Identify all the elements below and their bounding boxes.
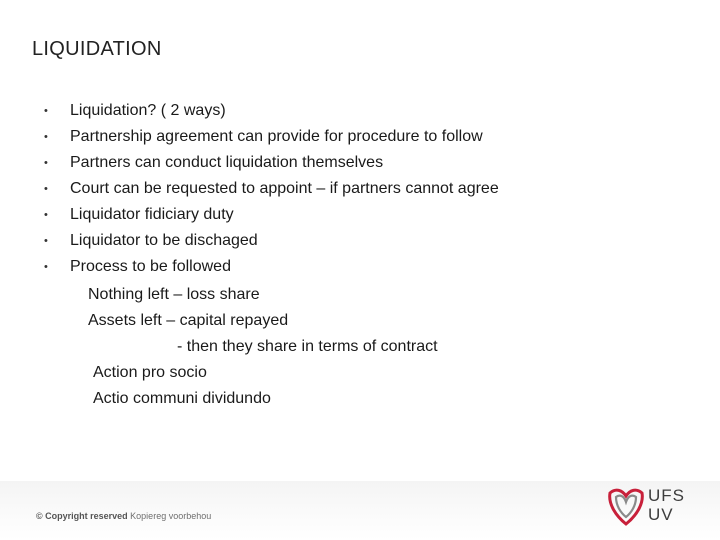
bullet-text: Partnership agreement can provide for procedure to follow bbox=[70, 128, 483, 145]
bullet-text: Court can be requested to appoint – if partners cannot agree bbox=[70, 180, 499, 197]
copyright-notice bbox=[36, 511, 211, 521]
bullet-text: Liquidator to be dischaged bbox=[70, 232, 258, 249]
bullet-marker: • bbox=[44, 209, 48, 221]
bullet-text: Process to be followed bbox=[70, 258, 231, 275]
list-item bbox=[44, 124, 499, 150]
sub-line-assets-left: Assets left – capital repayed bbox=[88, 312, 289, 329]
sub-line-actio-communi: Actio communi dividundo bbox=[93, 390, 271, 407]
sub-line-action-pro-socio: Action pro socio bbox=[93, 364, 207, 381]
bullet-marker: • bbox=[44, 183, 48, 195]
bullet-marker: • bbox=[44, 105, 48, 117]
list-item bbox=[44, 254, 499, 280]
list-item bbox=[44, 202, 499, 228]
bullet-text: Partners can conduct liquidation themselves bbox=[70, 154, 384, 171]
bullet-text: Liquidation? ( 2 ways) bbox=[70, 102, 226, 119]
list-item bbox=[44, 176, 499, 202]
sub-line-share-contract: - then they share in terms of contract bbox=[177, 338, 438, 355]
bullet-marker: • bbox=[44, 235, 48, 247]
list-item bbox=[44, 98, 499, 124]
bullet-list bbox=[44, 98, 499, 280]
list-item bbox=[44, 228, 499, 254]
bullet-marker: • bbox=[44, 261, 48, 273]
sub-line-nothing-left: Nothing left – loss share bbox=[88, 286, 260, 303]
list-item bbox=[44, 150, 499, 176]
bullet-text: Liquidator fidiciary duty bbox=[70, 206, 234, 223]
bullet-marker: • bbox=[44, 157, 48, 169]
slide-title: LIQUIDATION bbox=[32, 38, 162, 60]
logo-text-ufs: UFS bbox=[648, 486, 685, 505]
logo-text-uv: UV bbox=[648, 505, 674, 524]
bullet-marker: • bbox=[44, 131, 48, 143]
copyright-rest: Kopiereg voorbehou bbox=[127, 511, 212, 521]
copyright-bold: © Copyright reserved bbox=[36, 511, 128, 521]
